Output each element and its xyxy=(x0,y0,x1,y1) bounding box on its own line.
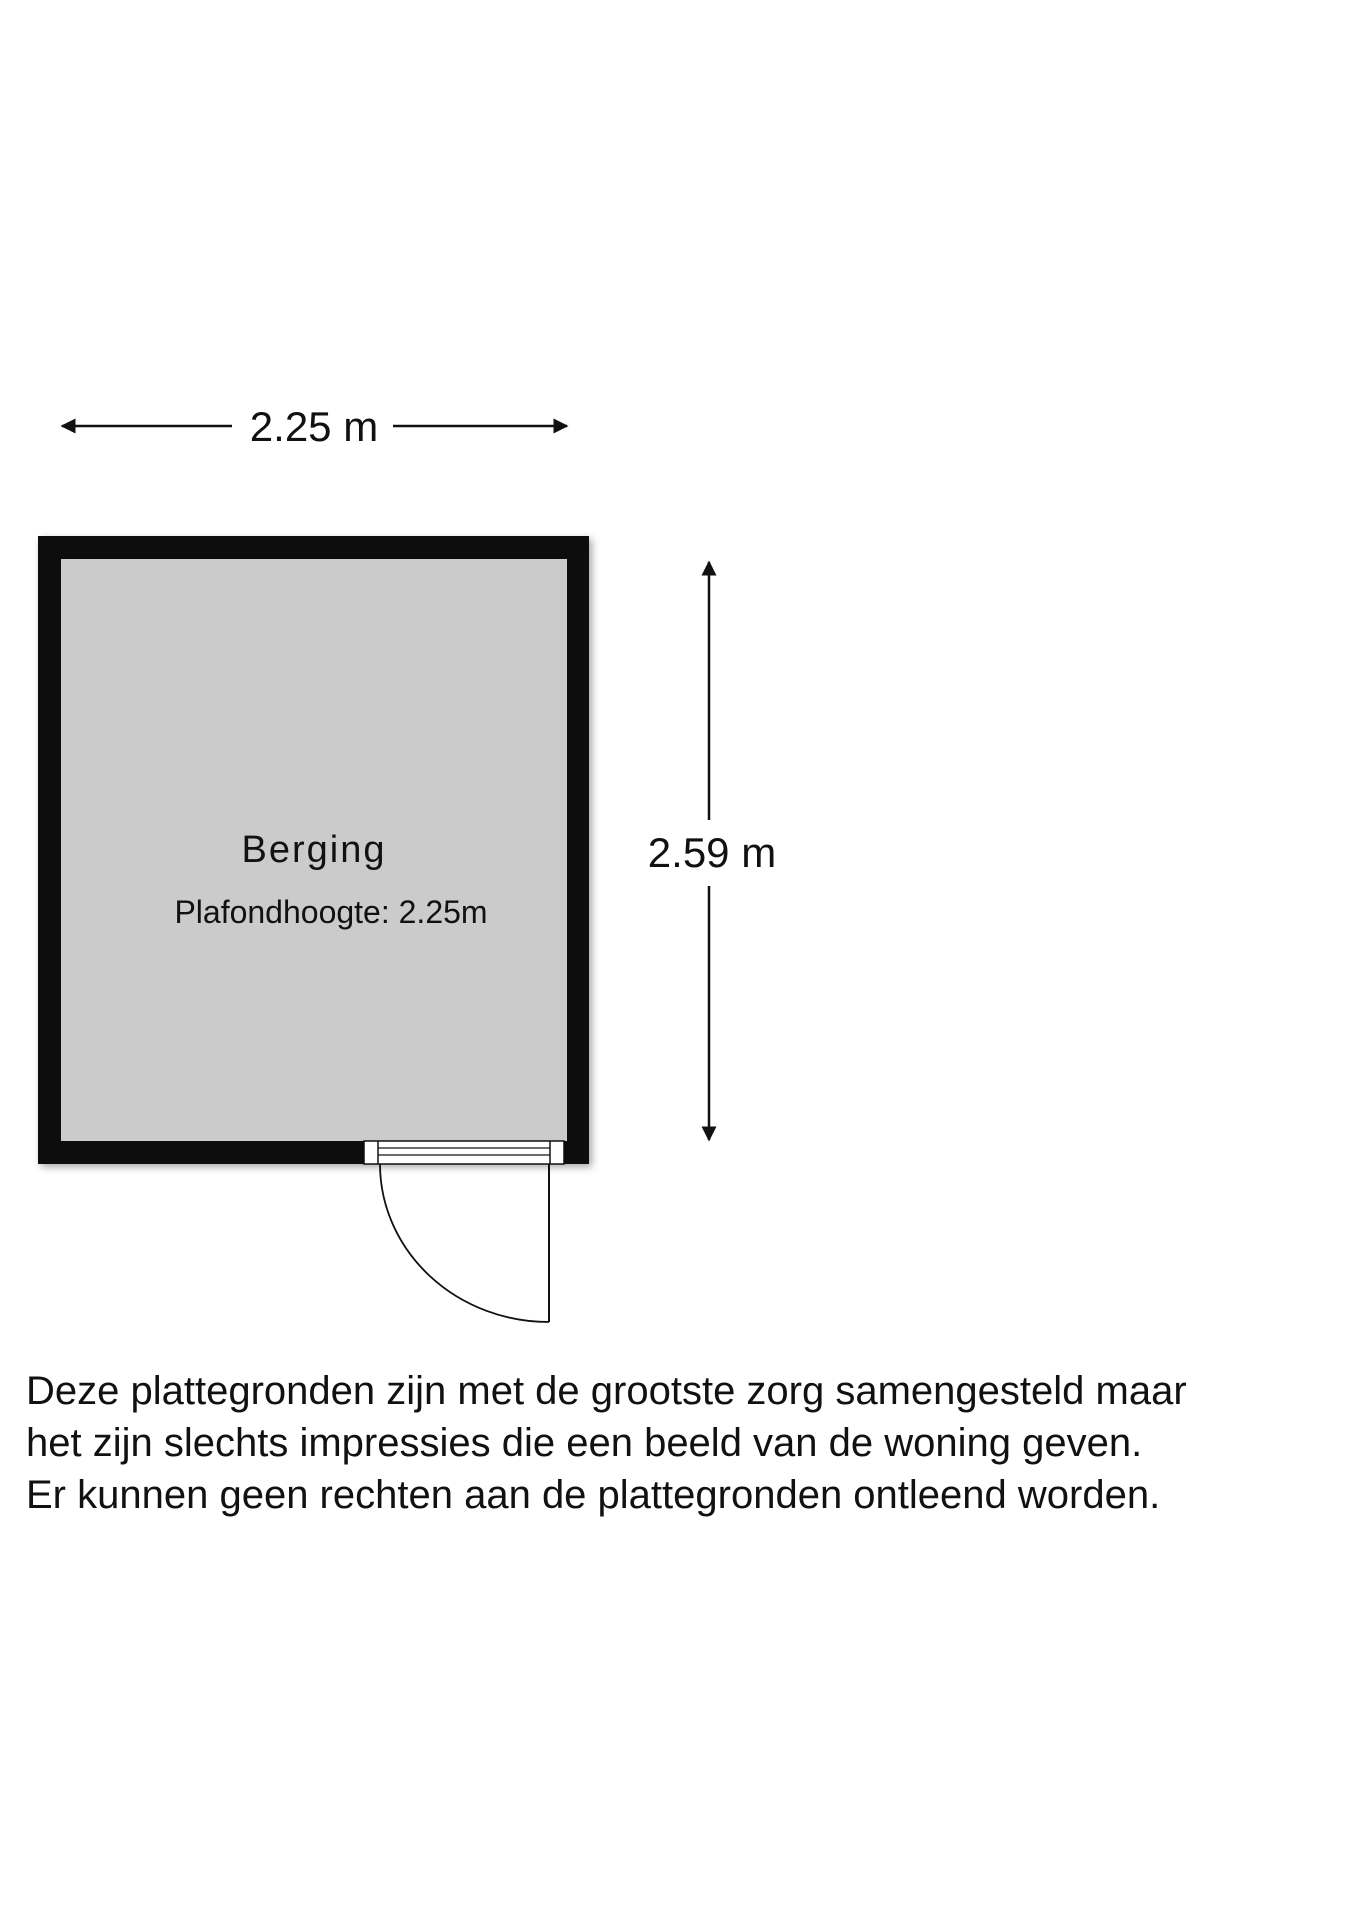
door-swing xyxy=(380,1164,549,1322)
depth-dimension xyxy=(648,562,776,1140)
disclaimer-line: Er kunnen geen rechten aan de plattegronden ontleend worden. xyxy=(26,1473,1161,1517)
door-arc xyxy=(380,1164,549,1322)
door-opening xyxy=(364,1141,564,1164)
width-dimension xyxy=(62,403,567,450)
room-ceiling-height: Plafondhoogte: 2.25m xyxy=(174,894,488,930)
depth-label: 2.59 m xyxy=(647,829,777,876)
width-label: 2.25 m xyxy=(249,403,379,450)
disclaimer xyxy=(26,1365,1346,1521)
disclaimer-line: het zijn slechts impressies die een beeld van de woning geven. xyxy=(26,1421,1143,1465)
room-name: Berging xyxy=(241,829,387,871)
disclaimer-line: Deze plattegronden zijn met de grootste zorg samengesteld maar xyxy=(26,1369,1187,1413)
